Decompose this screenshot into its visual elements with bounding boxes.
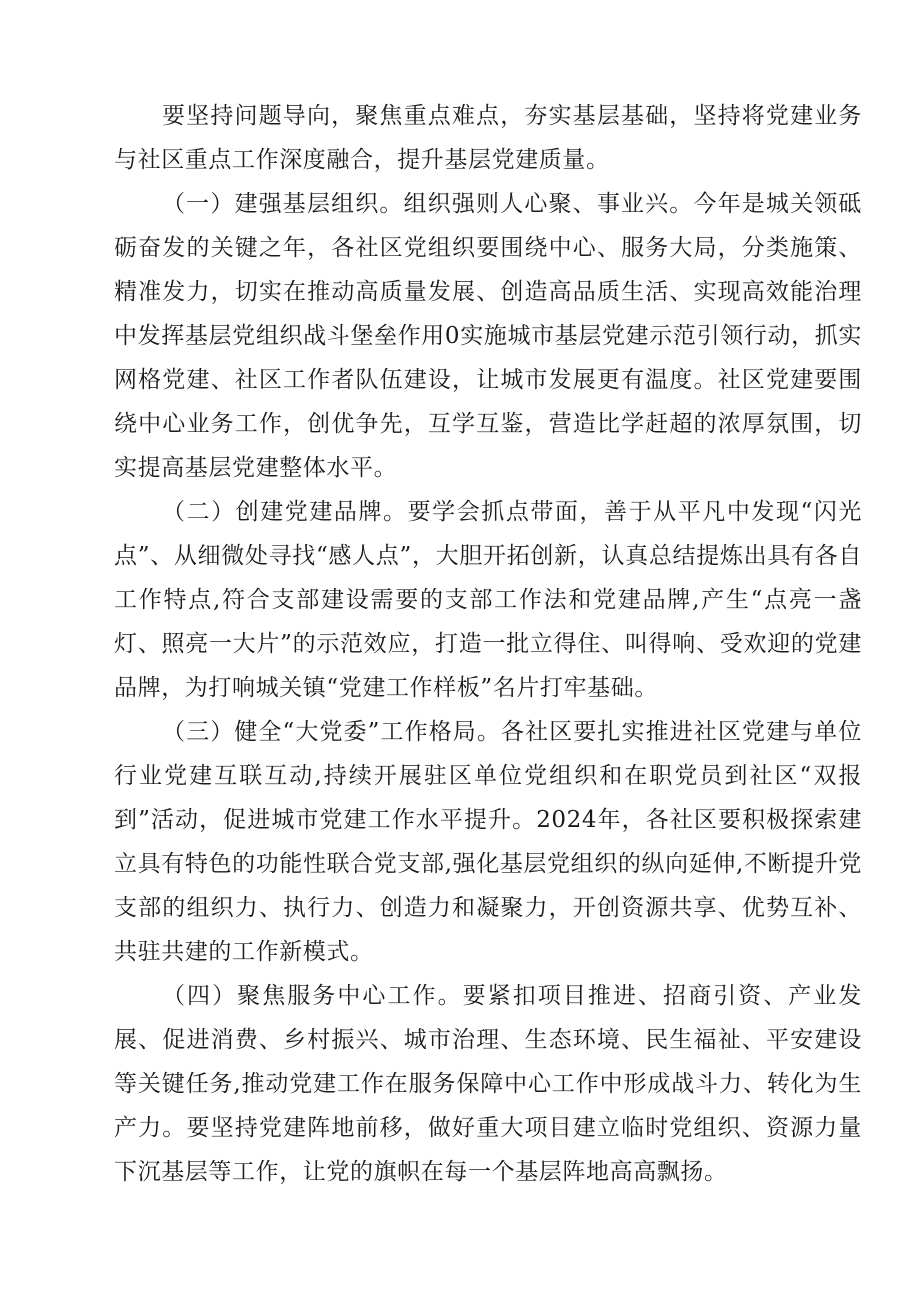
paragraph-section-1: （一）建强基层组织。组织强则人心聚、事业兴。今年是城关领砥砺奋发的关键之年，各社区党组织要围绕中心、服务大局，分类施策、精准发力，切实在推动高质量发展、创造高品质生活、实现高效能治理中发挥基层党组织战斗堡垒作用0实施城市基层党建示范引领行动，抓实网格党建、社区工作者队伍建设，让城市发展更有温度。社区党建要围绕中心业务工作，创优争先，互学互鉴，营造比学赶超的浓厚氛围，切实提高基层党建整体水平。: [114, 191, 862, 481]
paragraph-intro: 要坚持问题导向，聚焦重点难点，夯实基层基础，坚持将党建业务与社区重点工作深度融合，提升基层党建质量。: [114, 103, 862, 173]
paragraph-section-4: （四）聚焦服务中心工作。要紧扣项目推进、招商引资、产业发展、促进消费、乡村振兴、城市治理、生态环境、民生福祉、平安建设等关键任务,推动党建工作在服务保障中心工作中形成战斗力、转化为生产力。要坚持党建阵地前移，做好重大项目建立临时党组织、资源力量下沉基层等工作，让党的旗帜在每一个基层阵地高高飘扬。: [114, 983, 862, 1185]
paragraph-section-2: （二）创建党建品牌。要学会抓点带面，善于从平凡中发现“闪光点”、从细微处寻找“感人点”，大胆开拓创新，认真总结提炼出具有各自工作特点,符合支部建设需要的支部工作法和党建品牌,产生“点亮一盏灯、照亮一大片”的示范效应，打造一批立得住、叫得响、受欢迎的党建品牌，为打响城关镇“党建工作样板”名片打牢基础。: [114, 499, 862, 701]
paragraph-section-3: （三）健全“大党委”工作格局。各社区要扎实推进社区党建与单位行业党建互联互动,持续开展驻区单位党组织和在职党员到社区“双报到”活动，促进城市党建工作水平提升。2024年，各社区要积极探索建立具有特色的功能性联合党支部,强化基层党组织的纵向延伸,不断提升党支部的组织力、执行力、创造力和凝聚力，开创资源共享、优势互补、共驻共建的工作新模式。: [114, 719, 862, 965]
document-body: [114, 94, 862, 1194]
